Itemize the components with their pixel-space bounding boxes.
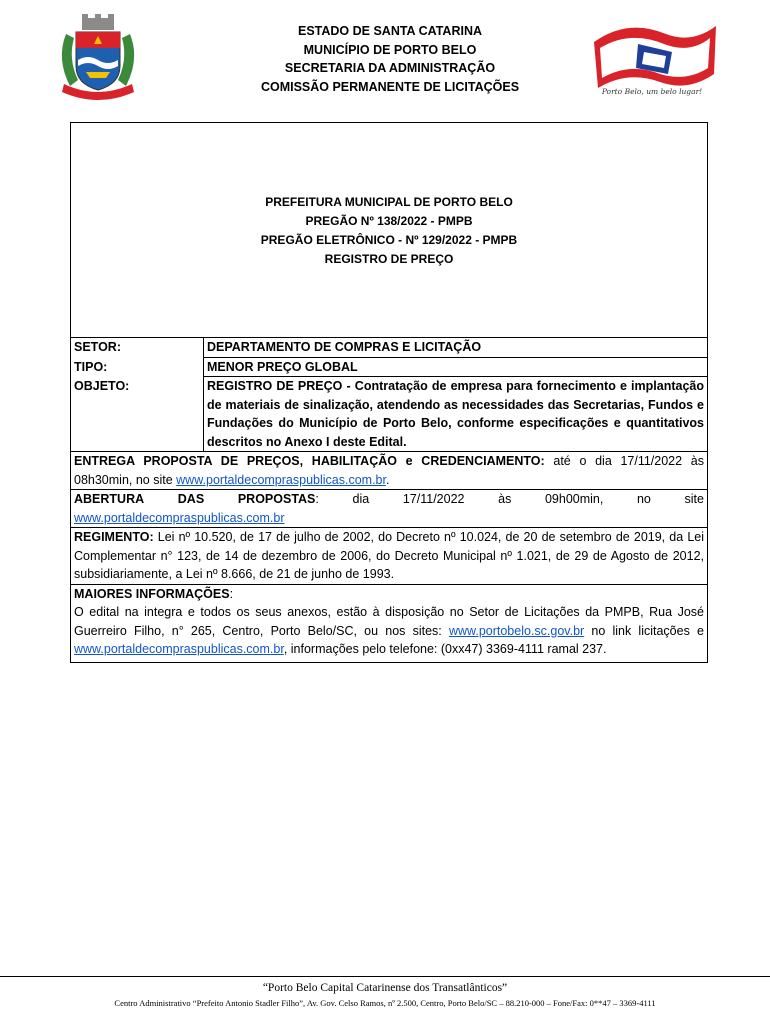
objeto-label: OBJETO:: [71, 377, 204, 451]
regimento-text: Lei nº 10.520, de 17 de julho de 2002, do Decreto nº 10.024, de 20 de setembro de 2019, da Lei Complementar n° 123, de 14 de dezembro de 2006, do Decreto Municipal nº 1.021, de 29 de Agosto de 2012, subsidiariamente, a Lei nº 8.666, de 21 de junho de 1993.: [74, 530, 704, 581]
title-line-registro: REGISTRO DE PREÇO: [324, 252, 454, 266]
coat-of-arms-icon: [48, 14, 148, 100]
abertura-word-4: dia: [352, 492, 370, 506]
field-objeto: [71, 377, 707, 451]
footer-address: Centro Administrativo “Prefeito Antonio Stadler Filho”, Av. Gov. Celso Ramos, nº 2.500, Centro, Porto Belo/SC – 88.210-000 – Fone/Fax: 0**47 – 3369-4111: [114, 998, 656, 1008]
field-setor: [71, 338, 707, 358]
title-line-pregao-eletronico: PREGÃO ELETRÔNICO - Nº 129/2022 - PMPB: [260, 233, 518, 247]
notice-details: [71, 337, 707, 659]
footer-divider: [0, 976, 770, 977]
abertura-section: [71, 489, 707, 527]
title-line-prefeitura: PREFEITURA MUNICIPAL DE PORTO BELO: [265, 195, 513, 209]
info-heading: [74, 585, 704, 604]
info-text-2: no link licitações e: [584, 623, 704, 638]
page-header: [0, 20, 770, 100]
field-tipo: [71, 358, 707, 378]
info-text-1: O edital na integra e todos os seus anexos, estão à disposição no Setor de Licitações da PMPB, Rua José Guerreiro Filho, n° 265, Centro, Porto Belo/SC, ou nos sites:: [74, 605, 704, 638]
entrega-label: ENTREGA PROPOSTA DE PREÇOS, HABILITAÇÃO e CREDENCIAMENTO:: [74, 454, 545, 468]
header-state: ESTADO DE SANTA CATARINA: [297, 24, 483, 38]
info-colon: :: [229, 586, 234, 601]
abertura-line: [74, 490, 704, 509]
abertura-word-6: às: [498, 492, 512, 506]
abertura-word-3: PROPOSTAS: [237, 492, 316, 506]
info-section: [71, 584, 707, 659]
objeto-value: REGISTRO DE PREÇO - Contratação de empresa para fornecimento e implantação de materiais de sinalização, atendendo as necessidades das Secretarias, Fundos e Fundações do Município de Porto Belo, conforme especificações e quantitativos descritos no Anexo I deste Edital.: [207, 379, 704, 449]
entrega-section: [71, 451, 707, 489]
header-municipality: MUNICÍPIO DE PORTO BELO: [303, 42, 477, 57]
header-commission: COMISSÃO PERMANENTE DE LICITAÇÕES: [260, 79, 520, 94]
header-secretariat: SECRETARIA DA ADMINISTRAÇÃO: [284, 61, 496, 75]
notice-title: [71, 193, 707, 269]
notice-frame: [70, 122, 708, 663]
abertura-time: 09h00min,: [544, 492, 604, 506]
info-link-portal[interactable]: www.portaldecompraspublicas.com.br: [74, 642, 284, 656]
flag-icon: [588, 22, 722, 98]
setor-value: DEPARTAMENTO DE COMPRAS E LICITAÇÃO: [204, 338, 707, 358]
regimento-label: REGIMENTO:: [74, 530, 154, 544]
regimento-section: [71, 527, 707, 584]
info-text-3: , informações pelo telefone: (0xx47) 3369-4111 ramal 237.: [283, 642, 607, 656]
abertura-link[interactable]: www.portaldecompraspublicas.com.br: [74, 510, 285, 525]
tipo-value: MENOR PREÇO GLOBAL: [204, 358, 707, 378]
entrega-text: até o dia 17/11/2022 às 08h30min, no site: [74, 454, 704, 487]
abertura-date: 17/11/2022: [402, 492, 465, 506]
entrega-link[interactable]: www.portaldecompraspublicas.com.br: [176, 472, 386, 487]
abertura-word-2: DAS: [177, 492, 205, 506]
info-label: MAIORES INFORMAÇÕES: [74, 586, 230, 601]
info-link-portobelo[interactable]: www.portobelo.sc.gov.br: [448, 623, 585, 638]
abertura-word-3-wrap: [238, 490, 319, 509]
footer-slogan: “Porto Belo Capital Catarinense dos Transatlânticos”: [262, 982, 508, 994]
setor-label: SETOR:: [71, 338, 204, 358]
flag-slogan: Porto Belo, um belo lugar!: [601, 87, 703, 96]
tipo-label: TIPO:: [71, 358, 204, 378]
abertura-word-1: ABERTURA: [74, 492, 145, 506]
abertura-word-8: no: [636, 492, 651, 506]
abertura-word-9: site: [684, 492, 704, 506]
abertura-colon: :: [315, 492, 319, 506]
info-body: [74, 603, 704, 659]
header-text: [230, 22, 550, 96]
title-line-pregao: PREGÃO Nº 138/2022 - PMPB: [305, 214, 473, 228]
entrega-end: .: [385, 472, 390, 487]
